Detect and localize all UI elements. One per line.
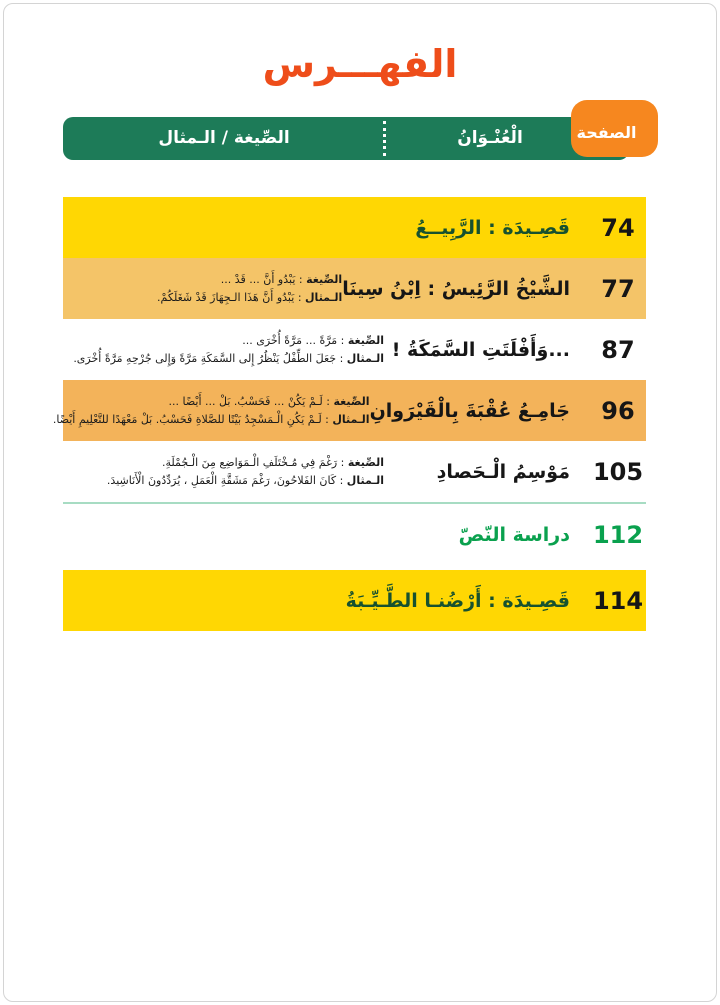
table-header-bar xyxy=(63,117,629,160)
page-number: 105 xyxy=(592,457,644,486)
page-number: 114 xyxy=(592,586,644,615)
toc-row xyxy=(63,197,646,258)
toc-row xyxy=(63,319,646,380)
example-line: الـمثال : يَبْدُو أَنَّ هَذَا الـجِهَازَ قَدْ شَغَلَكُمْ. xyxy=(157,290,343,304)
example-line: الـمثال : لَـمْ يَكُنِ الْـمَسْجِدُ بَيْتًا للصَّلاةِ فَحَسْبُ. بَلْ مَعْهَدًا للتَّعْلِيمِ أَيْضًا. xyxy=(52,412,370,426)
page-number: 96 xyxy=(601,396,635,425)
row-title: قَصِـيدَة : الرَّبِيــعُ xyxy=(415,216,570,239)
page-number: 77 xyxy=(601,274,635,303)
row-title: ...وَأَفْلَتَتِ السَّمَكَةُ ! xyxy=(391,338,570,361)
page-column-tab: الصفحة xyxy=(571,100,658,157)
example-line: الـمثال : جَعَلَ الطِّفْلُ يَنْظُرُ إِلى السَّمَكَةِ مَرَّةً وَإِلى جُرْحِهِ مَرَّةً أُخْرَى. xyxy=(73,351,384,365)
toc-row xyxy=(52,380,646,441)
format-line: الصِّيغة : لَـمْ يَكُنْ ... فَحَسْبُ. بَلْ ... أَيْضًا ... xyxy=(168,395,370,408)
row-title: مَوْسِمُ الْـحَصادِ xyxy=(436,460,570,483)
row-title: قَصِـيدَة : أَرْضُنـا الطَّـيِّـبَةُ xyxy=(345,589,570,612)
header-format-example-label: الصِّيغة / الـمثال xyxy=(158,128,290,148)
row-description xyxy=(63,332,384,367)
page-title: الفهـــرس xyxy=(262,42,458,86)
page-number: 87 xyxy=(601,335,635,364)
row-description xyxy=(53,393,370,428)
example-line: الـمثال : كَانَ الفَلاحُونَ، رَغْمَ مَشَقَّةِ الْعَمَلِ ، يُرَدِّدُونَ الْأَنَاشِيدَ. xyxy=(106,473,384,487)
page-number: 74 xyxy=(601,213,635,242)
row-title: جَامِـعُ عُقْبَةَ بِالْقَيْرَوانِ xyxy=(369,399,570,422)
toc-row xyxy=(63,258,646,319)
toc-row xyxy=(63,570,646,631)
row-title: الشَّيْخُ الرَّئِيسُ : اِبْنُ سِينَا xyxy=(342,277,570,300)
row-title: دراسة النّصّ xyxy=(458,523,570,546)
format-line: الصِّيغة : يَبْدُو أَنَّ ... قَدْ ... xyxy=(220,273,343,286)
format-line: الصِّيغة : مَرَّةً ... مَرَّةً أُخْرَى ... xyxy=(242,334,384,347)
row-description xyxy=(63,454,384,489)
page-number: 112 xyxy=(592,520,644,549)
row-description xyxy=(63,271,342,306)
toc-row xyxy=(63,441,646,502)
header-title-label: الْعُنْـوَانُ xyxy=(457,128,523,148)
toc-rows xyxy=(52,197,646,631)
format-line: الصِّيغة : رَغْمَ فِي مُـخْتَلَفِ الْـمَوَاضِع مِنَ الْـجُمْلَةِ. xyxy=(162,456,384,469)
toc-row xyxy=(63,504,646,565)
